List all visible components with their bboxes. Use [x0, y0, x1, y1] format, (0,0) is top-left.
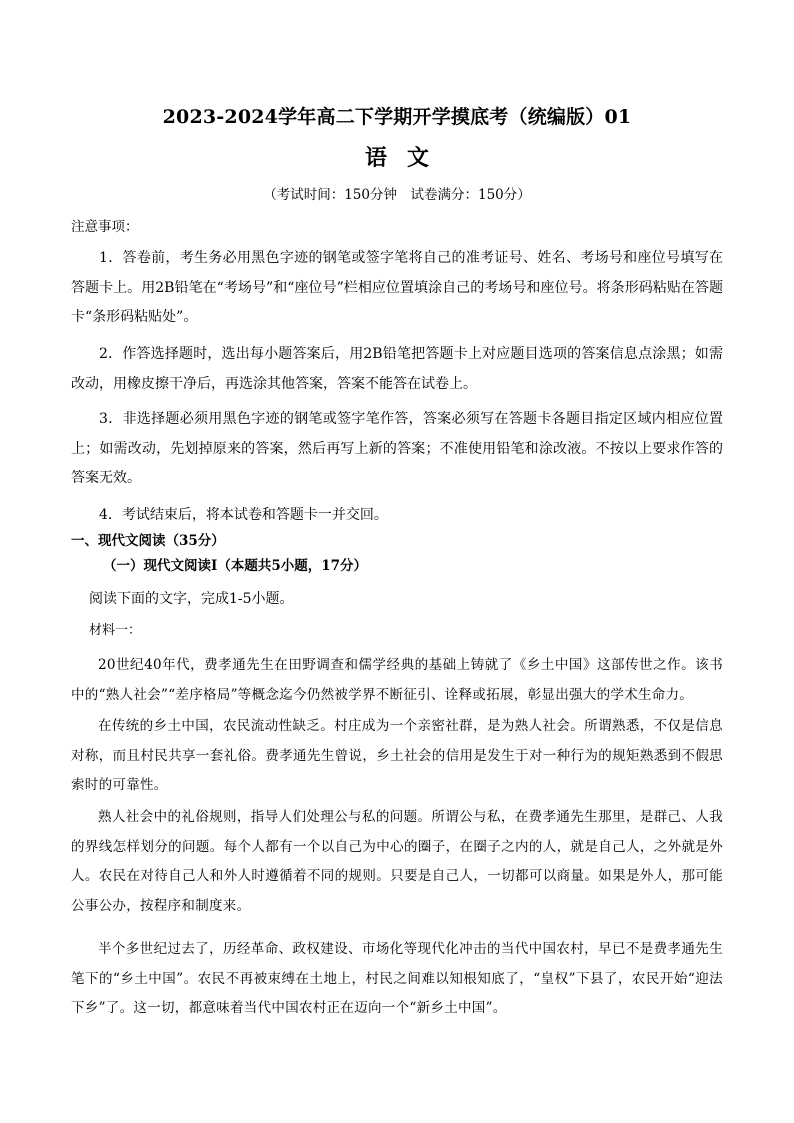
- notice-item: 1．答卷前，考生务必用黑色字迹的钢笔或签字笔将自己的准考证号、姓名、考场号和座位号填写在答题卡上。用2B铅笔在“考场号”和“座位号”栏相应位置填涂自己的考场号和座位号。将条形码粘贴在答题卡“条形码粘贴处”。: [71, 250, 723, 325]
- subsection-heading: （一）现代文阅读Ⅰ（本题共5小题，17分）: [103, 558, 367, 574]
- article-paragraph: 在传统的乡土中国，农民流动性缺乏。村庄成为一个亲密社群，是为熟人社会。所谓熟悉，不仅是信息对称，而且村民共享一套礼俗。费孝通先生曾说，乡土社会的信用是发生于对一种行为的规矩熟悉到不假思索时的可靠性。: [71, 718, 723, 793]
- notice-title: 注意事项：: [71, 219, 139, 235]
- notice-item: 2．作答选择题时，选出每小题答案后，用2B铅笔把答题卡上对应题目选项的答案信息点涂黑；如需改动，用橡皮擦干净后，再选涂其他答案，答案不能答在试卷上。: [71, 346, 723, 392]
- article-paragraph: 半个多世纪过去了，历经革命、政权建设、市场化等现代化冲击的当代中国农村，早已不是费孝通先生笔下的“乡土中国”。农民不再被束缚在土地上，村民之间难以知根知底了，“皇权”下县了，农民开始“迎法下乡”了。这一切，都意味着当代中国农村正在迈向一个“新乡土中国”。: [71, 941, 723, 1016]
- section-heading: 一、现代文阅读（35分）: [71, 533, 225, 549]
- exam-info: （考试时间：150分钟 试卷满分：150分）: [263, 187, 531, 203]
- notice-item: 4．考试结束后，将本试卷和答题卡一并交回。: [99, 507, 388, 523]
- article-paragraph: 熟人社会中的礼俗规则，指导人们处理公与私的问题。所谓公与私，在费孝通先生那里，是群己、人我的界线怎样划分的问题。每个人都有一个以自己为中心的圈子，在圈子之内的人，就是自己人，之外就是外人。农民在对待自己人和外人时遵循着不同的规则。只要是自己人，一切都可以商量。如果是外人，那可能公事公办，按程序和制度来。: [71, 809, 723, 914]
- reading-instruction: 阅读下面的文字，完成1-5小题。: [89, 591, 294, 607]
- exam-title: 2023-2024学年高二下学期开学摸底考（统编版）01: [162, 106, 632, 128]
- material-label: 材料一：: [89, 623, 142, 638]
- subject-title: 语文: [364, 145, 449, 171]
- article-paragraph: 20世纪40年代，费孝通先生在田野调查和儒学经典的基础上铸就了《乡土中国》这部传世之作。该书中的“熟人社会”“差序格局”等概念迄今仍然被学界不断征引、诠释或拓展，彰显出强大的学术生命力。: [71, 657, 723, 703]
- notice-item: 3．非选择题必须用黑色字迹的钢笔或签字笔作答，答案必须写在答题卡各题目指定区域内相应位置上；如需改动，先划掉原来的答案，然后再写上新的答案；不准使用铅笔和涂改液。不按以上要求作答的答案无效。: [71, 411, 723, 486]
